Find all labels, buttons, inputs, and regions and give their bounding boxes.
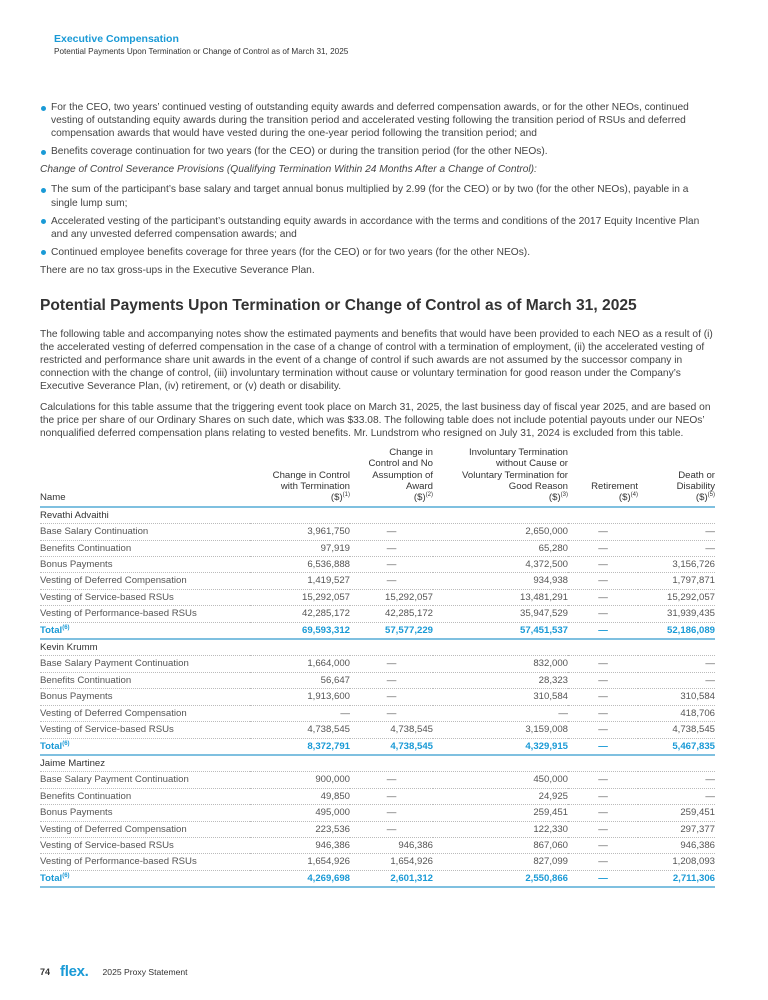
cell-value: 259,451 (638, 805, 715, 821)
cell-value: 42,285,172 (250, 606, 350, 622)
intro-paragraph: The following table and accompanying notes show the estimated payments and benefits that would have been provided to each NEO as a result of (i) the accelerated vesting of deferred compensation in the case of a change of control with a termination of employment, (ii) the accelerated vesting of restricted and performance share unit awards in the event of a change of control if such awards are not assumed by the successor company in connection with the change of control, (iii) involuntary termination without cause or voluntary termination for good reason under the Company’s Executive Severance Plan, (iv) retirement, or (v) death or disability. (40, 329, 713, 393)
person-row (40, 639, 715, 656)
bullet-item: Benefits coverage continuation for two years (for the CEO) or during the transition period (for the other NEOs). (40, 145, 715, 158)
row-label: Vesting of Deferred Compensation (40, 705, 250, 721)
cell-value: 65,280 (433, 540, 568, 556)
table-row (40, 656, 715, 672)
cell-value: — (638, 656, 715, 672)
flex-logo: flex. (60, 963, 89, 980)
cell-value: 31,939,435 (638, 606, 715, 622)
table-row (40, 589, 715, 605)
cell-value: 934,938 (433, 573, 568, 589)
table-row (40, 672, 715, 688)
total-value: 8,372,791 (250, 738, 350, 755)
cell-value: — (350, 573, 433, 589)
cell-value: 1,654,926 (350, 854, 433, 870)
cell-value: 15,292,057 (638, 589, 715, 605)
potential-payments-table (40, 447, 715, 888)
cell-value: — (568, 705, 638, 721)
table-row (40, 821, 715, 837)
row-label: Vesting of Performance-based RSUs (40, 854, 250, 870)
cell-value: — (568, 589, 638, 605)
cell-value: — (568, 672, 638, 688)
total-row (40, 738, 715, 755)
row-label: Base Salary Payment Continuation (40, 772, 250, 788)
cell-value: 1,208,093 (638, 854, 715, 870)
total-label: Total$^{(6)}$ (40, 870, 250, 887)
cell-value: 495,000 (250, 805, 350, 821)
total-value: 57,451,537 (433, 622, 568, 639)
row-label: Benefits Continuation (40, 788, 250, 804)
row-label: Benefits Continuation (40, 540, 250, 556)
cell-value: 297,377 (638, 821, 715, 837)
row-label: Bonus Payments (40, 805, 250, 821)
cell-value: — (568, 722, 638, 738)
cell-value: 4,738,545 (250, 722, 350, 738)
total-value: 5,467,835 (638, 738, 715, 755)
row-label: Bonus Payments (40, 689, 250, 705)
table-row (40, 854, 715, 870)
row-label: Base Salary Continuation (40, 524, 250, 540)
cell-value: 3,156,726 (638, 557, 715, 573)
table-row (40, 540, 715, 556)
cell-value: 1,664,000 (250, 656, 350, 672)
cell-value: — (433, 705, 568, 721)
cell-value: 900,000 (250, 772, 350, 788)
cell-value: — (350, 557, 433, 573)
cell-value: 15,292,057 (250, 589, 350, 605)
total-value: — (568, 738, 638, 755)
table-row (40, 689, 715, 705)
table-row (40, 524, 715, 540)
cell-value: 6,536,888 (250, 557, 350, 573)
cell-value: — (638, 788, 715, 804)
cell-value: — (638, 672, 715, 688)
assumption-paragraph: Calculations for this table assume that the triggering event took place on March 31, 2025, the last business day of fiscal year 2025, and are based on the price per share of our Ordinary Shares on such date, which was $33.08. The following table does not include potential payouts under our NEOs’ nonqualified deferred compensation plans relating to vested benefits. Mr. Lundstrom who resigned on July 31, 2024 is excluded from this table. (40, 401, 711, 439)
cell-value: 13,481,291 (433, 589, 568, 605)
row-label: Bonus Payments (40, 557, 250, 573)
cell-value: — (568, 557, 638, 573)
cell-value: 4,738,545 (350, 722, 433, 738)
no-grossup-note: There are no tax gross-ups in the Executive Severance Plan. (40, 264, 315, 276)
cell-value: 1,797,871 (638, 573, 715, 589)
cell-value: 4,738,545 (638, 722, 715, 738)
coc-subheading: Change of Control Severance Provisions (Qualifying Termination Within 24 Months After a Change of Control): (40, 164, 537, 176)
col-header-involuntary-termination: Involuntary Termination without Cause or Voluntary Termination for Good Reason ($)$^{(3)}$ (462, 446, 568, 504)
total-value: 57,577,229 (350, 622, 433, 639)
col-header-coc-termination: Change in Control with Termination ($)$^{(1)}$ (272, 469, 350, 504)
cell-value: — (350, 805, 433, 821)
person-row (40, 507, 715, 524)
col-header-retirement: Retirement ($)$^{(4)}$ (591, 481, 638, 504)
cell-value: 450,000 (433, 772, 568, 788)
cell-value: — (568, 805, 638, 821)
cell-value: — (568, 656, 638, 672)
cell-value: 946,386 (250, 837, 350, 853)
running-header (54, 33, 348, 57)
cell-value: 832,000 (433, 656, 568, 672)
table-row (40, 722, 715, 738)
cell-value: 1,419,527 (250, 573, 350, 589)
cell-value: — (250, 705, 350, 721)
cell-value: 56,647 (250, 672, 350, 688)
total-row (40, 622, 715, 639)
total-label: Total$^{(6)}$ (40, 622, 250, 639)
table-row (40, 557, 715, 573)
row-label: Vesting of Performance-based RSUs (40, 606, 250, 622)
cell-value: — (568, 524, 638, 540)
document-title: 2025 Proxy Statement (102, 966, 188, 977)
row-label: Vesting of Service-based RSUs (40, 722, 250, 738)
total-value: 2,550,866 (433, 870, 568, 887)
total-value: — (568, 622, 638, 639)
person-row (40, 755, 715, 772)
total-value: — (568, 870, 638, 887)
cell-value: 3,961,750 (250, 524, 350, 540)
cell-value: — (350, 656, 433, 672)
cell-value: 2,650,000 (433, 524, 568, 540)
cell-value: 418,706 (638, 705, 715, 721)
total-label: Total$^{(6)}$ (40, 738, 250, 755)
bullet-item: For the CEO, two years’ continued vesting of outstanding equity awards and deferred compensation awards, or for the other NEOs, continued vesting of outstanding equity awards during the transition period and accelerated vesting following the transition period of RSUs and deferred compensation awards that would have vested during the one-year period following the transition period; and (40, 101, 715, 140)
cell-value: 15,292,057 (350, 589, 433, 605)
cell-value: — (568, 573, 638, 589)
cell-value: 223,536 (250, 821, 350, 837)
cell-value: 310,584 (433, 689, 568, 705)
cell-value: — (350, 524, 433, 540)
total-row (40, 870, 715, 887)
cell-value: — (568, 606, 638, 622)
table-body (40, 507, 715, 887)
cell-value: — (568, 854, 638, 870)
cell-value: 28,323 (433, 672, 568, 688)
bullet-item: The sum of the participant’s base salary and target annual bonus multiplied by 2.99 (for the CEO) or by two (for the other NEOs), payable in a single lump sum; (40, 183, 715, 209)
row-label: Benefits Continuation (40, 672, 250, 688)
coc-bullets (40, 183, 715, 258)
person-name: Jaime Martinez (40, 755, 715, 772)
row-label: Vesting of Service-based RSUs (40, 837, 250, 853)
table-row (40, 606, 715, 622)
total-value: 69,593,312 (250, 622, 350, 639)
table-row (40, 573, 715, 589)
cell-value: 1,913,600 (250, 689, 350, 705)
row-label: Vesting of Service-based RSUs (40, 589, 250, 605)
col-header-name: Name (40, 492, 66, 504)
cell-value: 310,584 (638, 689, 715, 705)
cell-value: — (638, 524, 715, 540)
total-value: 4,269,698 (250, 870, 350, 887)
row-label: Vesting of Deferred Compensation (40, 821, 250, 837)
cell-value: — (568, 821, 638, 837)
page-body (40, 101, 715, 888)
cell-value: 97,919 (250, 540, 350, 556)
person-name: Revathi Advaithi (40, 507, 715, 524)
table-header-row (40, 447, 715, 507)
total-value: 52,186,089 (638, 622, 715, 639)
table-row (40, 788, 715, 804)
page-footer (40, 963, 188, 980)
cell-value: — (638, 540, 715, 556)
cell-value: — (638, 772, 715, 788)
cell-value: 122,330 (433, 821, 568, 837)
total-value: 2,601,312 (350, 870, 433, 887)
section-subtitle: Potential Payments Upon Termination or Change of Control as of March 31, 2025 (54, 47, 349, 56)
cell-value: 3,159,008 (433, 722, 568, 738)
cell-value: 42,285,172 (350, 606, 433, 622)
total-value: 4,738,545 (350, 738, 433, 755)
row-label: Base Salary Payment Continuation (40, 656, 250, 672)
page-number: 74 (40, 966, 51, 977)
total-value: 4,329,915 (433, 738, 568, 755)
cell-value: 49,850 (250, 788, 350, 804)
cell-value: — (350, 689, 433, 705)
bullet-item: Accelerated vesting of the participant’s outstanding equity awards in accordance with the terms and conditions of the 2017 Equity Incentive Plan and any unvested deferred compensation awards; and (40, 215, 715, 241)
cell-value: — (568, 772, 638, 788)
transition-bullets (40, 101, 715, 158)
cell-value: 1,654,926 (250, 854, 350, 870)
cell-value: — (350, 705, 433, 721)
cell-value: — (350, 788, 433, 804)
cell-value: 867,060 (433, 837, 568, 853)
cell-value: — (568, 540, 638, 556)
cell-value: — (350, 821, 433, 837)
cell-value: 946,386 (350, 837, 433, 853)
table-row (40, 837, 715, 853)
row-label: Vesting of Deferred Compensation (40, 573, 250, 589)
cell-value: — (568, 788, 638, 804)
cell-value: — (568, 689, 638, 705)
cell-value: 827,099 (433, 854, 568, 870)
section-title: Potential Payments Upon Termination or Change of Control as of March 31, 2025 (40, 297, 637, 315)
table-row (40, 772, 715, 788)
table-row (40, 705, 715, 721)
section-label: Executive Compensation (54, 33, 179, 45)
cell-value: 24,925 (433, 788, 568, 804)
cell-value: — (350, 672, 433, 688)
cell-value: — (568, 837, 638, 853)
col-header-death-disability: Death or Disability ($)$^{(5)}$ (676, 469, 715, 504)
cell-value: 946,386 (638, 837, 715, 853)
bullet-item: Continued employee benefits coverage for three years (for the CEO) or for two years (for the other NEOs). (40, 246, 715, 259)
cell-value: — (350, 772, 433, 788)
table-row (40, 805, 715, 821)
cell-value: 259,451 (433, 805, 568, 821)
col-header-coc-no-assumption: Change in Control and No Assumption of Award ($)$^{(2)}$ (368, 446, 433, 504)
cell-value: — (350, 540, 433, 556)
cell-value: 4,372,500 (433, 557, 568, 573)
person-name: Kevin Krumm (40, 639, 715, 656)
cell-value: 35,947,529 (433, 606, 568, 622)
total-value: 2,711,306 (638, 870, 715, 887)
